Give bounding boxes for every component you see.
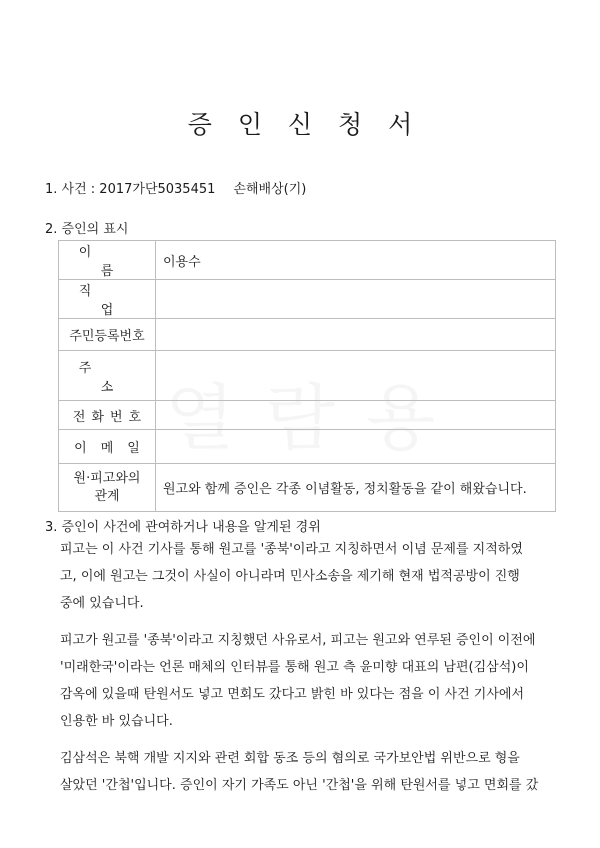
label-relation <box>59 464 156 512</box>
paragraph-line: 피고가 원고를 '종북'이라고 지칭했던 사유로서, 피고는 원고와 연루된 증인이 이전에 <box>60 633 536 648</box>
paragraph-line: 살았던 '간첩'입니다. 증인이 자기 가족도 아닌 '간첩'을 위해 탄원서를 넣고 면회를 갔 <box>60 778 539 793</box>
table-row-job <box>59 280 556 319</box>
label-email: 이메일 <box>59 430 156 464</box>
table-row-rrn <box>59 319 556 351</box>
value-relation: 원고와 함께 증인은 각종 이념활동, 정치활동을 같이 해왔습니다. <box>156 464 556 512</box>
case-line <box>45 178 306 197</box>
label-name: 이름 <box>59 241 156 280</box>
case-name: 손해배상(기) <box>233 182 307 197</box>
paragraph-line: 중에 있습니다. <box>60 596 144 611</box>
paragraph-2 <box>60 627 560 735</box>
table-row-phone <box>59 401 556 430</box>
value-rrn <box>156 319 556 351</box>
witness-table <box>58 240 556 512</box>
table-row-address <box>59 351 556 401</box>
label-relation-line-2: 관계 <box>94 488 120 504</box>
paragraph-line: 인용한 바 있습니다. <box>60 714 173 729</box>
label-rrn: 주민등록번호 <box>59 319 156 351</box>
table-row-email <box>59 430 556 464</box>
value-address <box>156 351 556 401</box>
value-email <box>156 430 556 464</box>
case-heading: 1. 사건 : 2017가단5035451 <box>45 182 216 197</box>
paragraph-line: 김삼석은 북핵 개발 지지와 관련 회합 동조 등의 혐의로 국가보안법 위반으로 형을 <box>60 751 520 766</box>
table-row-name <box>59 241 556 280</box>
paragraph-line: 피고는 이 사건 기사를 통해 원고를 '종북'이라고 지칭하면서 이념 문제를 지적하였 <box>60 542 523 557</box>
document-title: 증 인 신 청 서 <box>187 110 422 139</box>
paragraph-1 <box>60 536 560 617</box>
section-3-heading: 3. 증인이 사건에 관여하거나 내용을 알게된 경위 <box>45 520 321 535</box>
paragraph-3 <box>60 745 560 799</box>
label-phone: 전화번호 <box>59 401 156 430</box>
paragraph-line: 감옥에 있을때 탄원서도 넣고 면회도 갔다고 밝힌 바 있다는 점을 이 사건 기사에서 <box>60 687 525 702</box>
label-address: 주소 <box>59 351 156 401</box>
paragraph-line: '미래한국'이라는 언론 매체의 인터뷰를 통해 원고 측 윤미향 대표의 남편(김삼석)이 <box>60 660 529 675</box>
label-job: 직업 <box>59 280 156 319</box>
value-job <box>156 280 556 319</box>
section-2-heading: 2. 증인의 표시 <box>45 222 129 237</box>
paragraph-line: 고, 이에 원고는 그것이 사실이 아니라며 민사소송을 제기해 현재 법적공방이 진행 <box>60 569 520 584</box>
table-row-relation <box>59 464 556 512</box>
value-phone <box>156 401 556 430</box>
label-relation-line-1: 원·피고와의 <box>73 470 141 486</box>
value-name: 이용수 <box>156 241 556 280</box>
